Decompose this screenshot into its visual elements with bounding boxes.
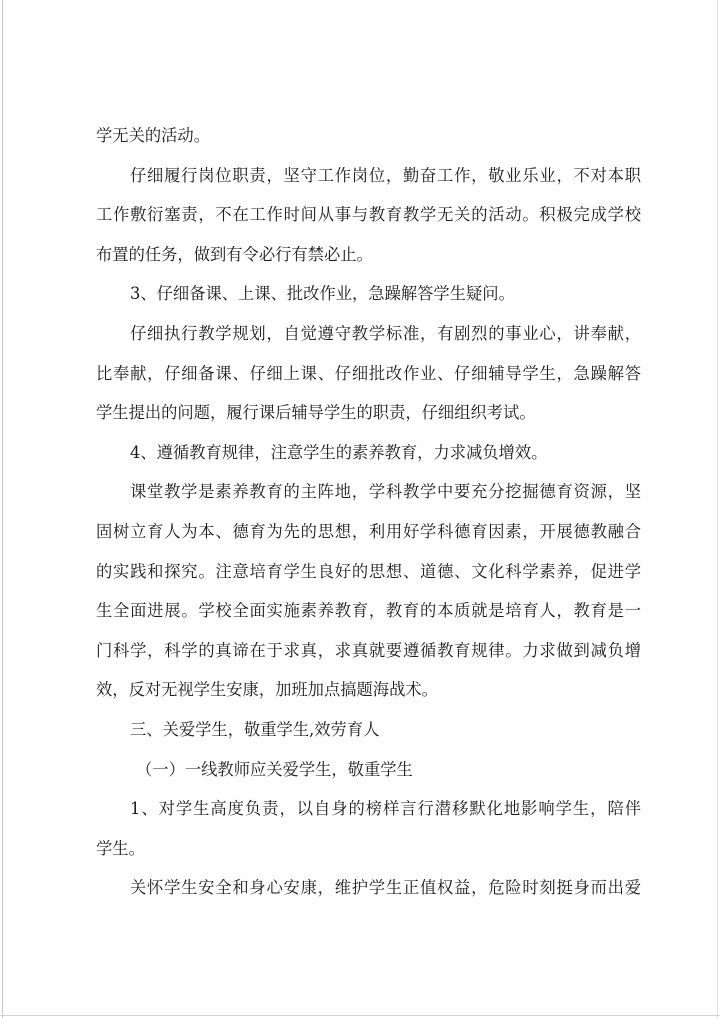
text-line: 3、仔细备课、上课、批改作业，急躁解答学生疑问。 [130,284,515,304]
text-line: 比奉献，仔细备课、仔细上课、仔细批改作业、仔细辅导学生，急躁解答 [96,363,641,383]
text-line: 布置的任务，做到有令必行有禁必止。 [96,244,373,264]
page-border-right [717,0,718,1018]
text-line: 固树立育人为本、德育为先的思想，利用好学科德育因素，开展德教融合 [96,521,641,541]
text-line: 课堂教学是素养教育的主阵地，学科教学中要充分挖掘德育资源，坚 [130,482,641,502]
text-line: 三、关爱学生，敬重学生,效劳育人 [130,719,380,739]
text-line: 仔细履行岗位职责，坚守工作岗位，勤奋工作，敬业乐业，不对本职 [130,165,641,185]
text-line: 生全面进展。学校全面实施素养教育，教育的本质就是培育人，教育是一 [96,601,641,621]
document-body [96,126,641,918]
text-line: 效，反对无视学生安康，加班加点搞题海战术。 [96,680,438,700]
text-line: 的实践和探究。注意培育学生良好的思想、道德、文化科学素养，促进学 [96,561,641,581]
text-line: 学无关的活动。 [96,126,210,145]
page-border-left [2,0,3,1018]
text-line: 学生。 [96,838,145,858]
text-line: 仔细执行教学规划，自觉遵守教学标准，有剧烈的事业心，讲奉献， [130,323,641,343]
text-line: 工作敷衍塞责，不在工作时间从事与教育教学无关的活动。积极完成学校 [96,205,641,225]
text-line: 1、对学生高度负责，以自身的榜样言行潜移默化地影响学生，陪伴 [130,799,641,819]
page-border-bottom [0,1015,720,1016]
text-line: 4、遵循教育规律，注意学生的素养教育，力求减负增效。 [130,442,548,462]
text-line: 关怀学生安全和身心安康，维护学生正值权益，危险时刻挺身而出爱 [130,878,641,898]
text-line: 学生提出的问题，履行课后辅导学生的职责，仔细组织考试。 [96,403,536,423]
text-line: 门科学，科学的真谛在于求真，求真就要遵循教育规律。力求做到减负增 [96,640,641,660]
text-line: （一）一线教师应关爱学生，敬重学生 [136,759,413,779]
